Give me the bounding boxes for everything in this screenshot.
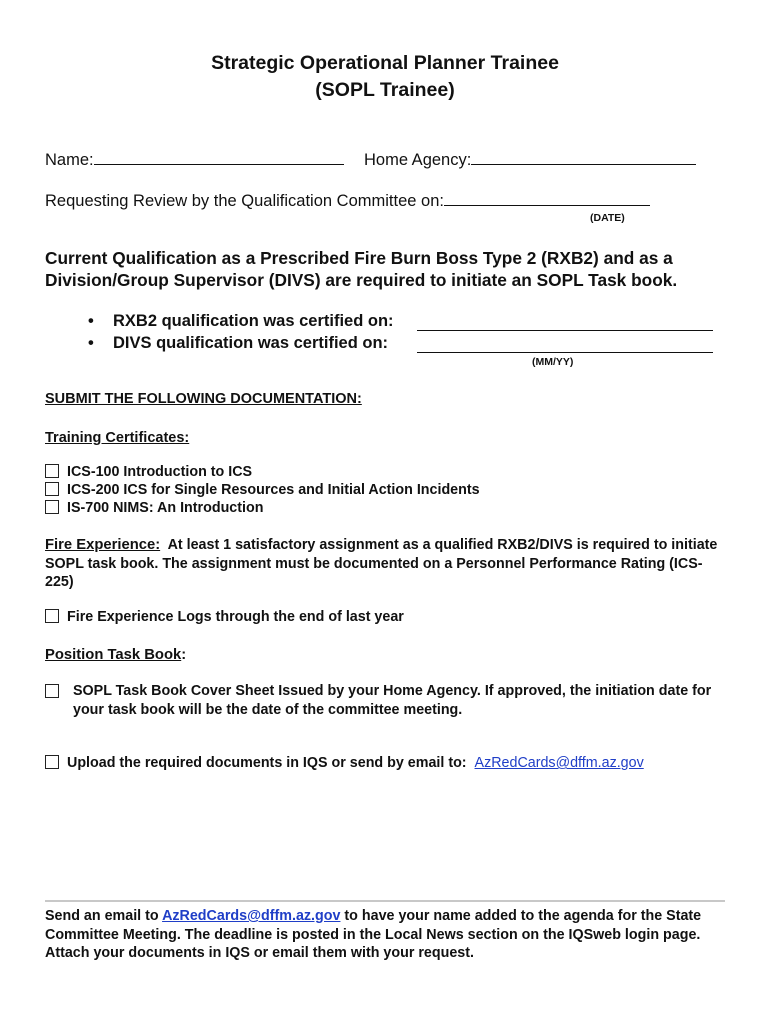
home-agency-row (364, 150, 696, 170)
footer-before: Send an email to (45, 908, 163, 924)
fire-experience-text (45, 536, 725, 592)
task-book-heading: Position Task Book (45, 647, 182, 663)
fire-logs-item (45, 608, 404, 626)
task-book-text: SOPL Task Book Cover Sheet Issued by your Home Agency. If approved, the initiation date for your task book will be the date of the committee meeting. (73, 683, 712, 718)
name-field[interactable] (94, 150, 344, 165)
upload-row (45, 754, 644, 772)
task-book-checkbox[interactable] (45, 684, 59, 698)
upload-checkbox[interactable] (45, 755, 59, 769)
date-caption: (DATE) (590, 212, 625, 224)
upload-label: Upload the required documents in IQS or send by email to: (67, 755, 467, 771)
form-title: Strategic Operational Planner Trainee (211, 52, 559, 74)
fire-experience-heading: Fire Experience: (45, 537, 161, 553)
review-row (45, 191, 650, 211)
divider (45, 900, 725, 902)
name-row (45, 150, 344, 170)
mmyy-caption: (MM/YY) (532, 356, 574, 368)
fire-logs-label: Fire Experience Logs through the end of last year (67, 609, 404, 625)
training-item-label: IS-700 NIMS: An Introduction (67, 500, 264, 516)
name-label: Name: (45, 151, 94, 169)
fire-logs-checkbox[interactable] (45, 609, 59, 623)
training-item (45, 463, 252, 481)
bullet-divs-label: DIVS qualification was certified on: (113, 334, 389, 352)
divs-date-field[interactable] (417, 338, 713, 353)
requirement-text: Current Qualification as a Prescribed Fire Burn Boss Type 2 (RXB2) and as a Division/Group Supervisor (DIVS) are required to initiate an SOPL Task book. (45, 248, 678, 290)
ics200-checkbox[interactable] (45, 482, 59, 496)
training-item-label: ICS-100 Introduction to ICS (67, 464, 253, 480)
upload-email-link[interactable]: AzRedCards@dffm.az.gov (474, 755, 644, 771)
ics100-checkbox[interactable] (45, 464, 59, 478)
bullet-rxb2-label: RXB2 qualification was certified on: (113, 312, 394, 330)
bullet-rxb2 (88, 312, 394, 331)
task-book-colon: : (181, 647, 187, 663)
form-subtitle: (SOPL Trainee) (315, 79, 455, 101)
home-agency-field[interactable] (471, 150, 696, 165)
fire-experience-body: At least 1 satisfactory assignment as a qualified RXB2/DIVS is required to initiate SOPL task book. The assignment must be documented on a Personnel Performance Rating (ICS-225) (45, 537, 718, 590)
review-label: Requesting Review by the Qualification Committee on: (45, 192, 444, 210)
training-item-label: ICS-200 ICS for Single Resources and Initial Action Incidents (67, 482, 480, 498)
bullet-icon: • (88, 312, 94, 330)
task-book-heading-row (45, 646, 186, 664)
bullet-divs (88, 334, 388, 353)
training-item (45, 481, 480, 499)
footer-text (45, 907, 725, 963)
rxb2-date-field[interactable] (417, 316, 713, 331)
footer-email-link[interactable]: AzRedCards@dffm.az.gov (162, 908, 341, 924)
submit-heading: SUBMIT THE FOLLOWING DOCUMENTATION: (45, 391, 362, 407)
review-date-field[interactable] (444, 191, 650, 206)
home-agency-label: Home Agency: (364, 151, 472, 169)
training-heading: Training Certificates: (45, 430, 190, 446)
training-item (45, 499, 263, 517)
is700-checkbox[interactable] (45, 500, 59, 514)
bullet-icon: • (88, 334, 94, 352)
footer-after: to have your name added to the agenda for the State Committee Meeting. The deadline is posted in the Local News section on the IQSweb login page. Attach your documents in IQS or email them with your request. (45, 908, 702, 961)
